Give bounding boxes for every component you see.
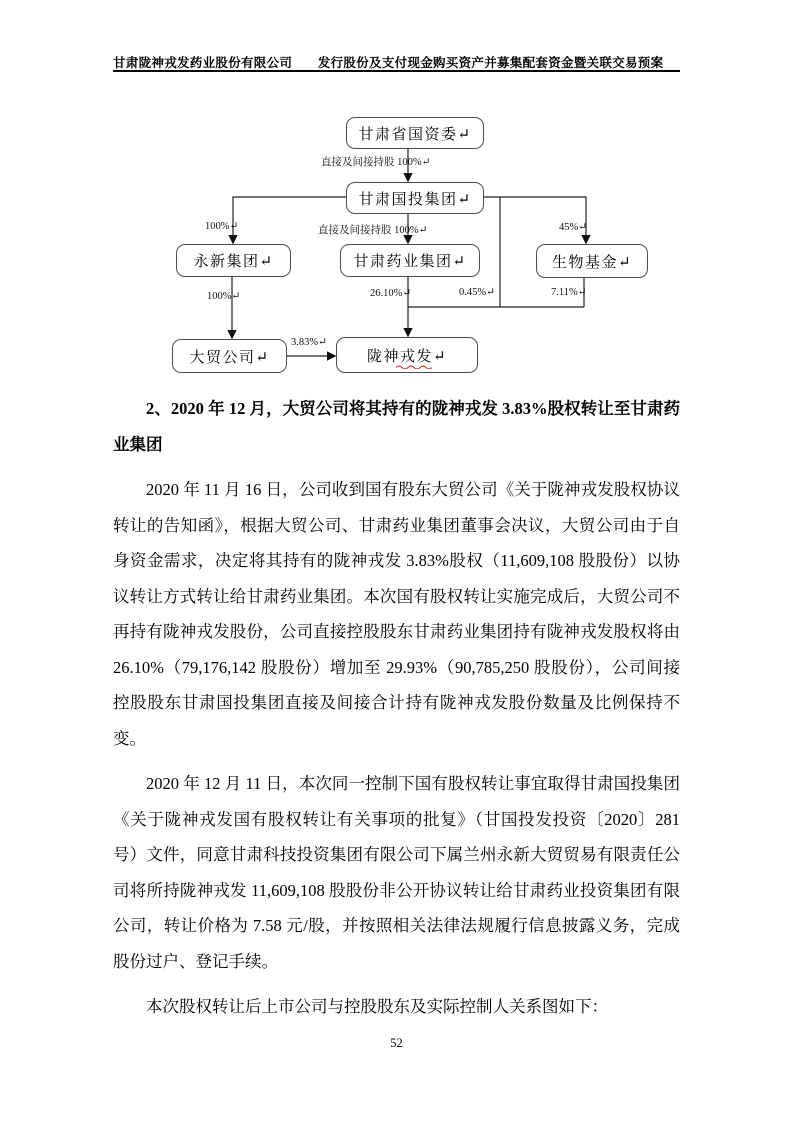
edge-label-damao-to-longshen: 3.83%↵ bbox=[291, 337, 327, 348]
node-yongxin-group: 永新集团↵ bbox=[176, 244, 291, 277]
edge-label-guotou-to-yongxin: 100%↵ bbox=[205, 221, 239, 232]
ownership-structure-diagram bbox=[0, 0, 793, 392]
node-gansu-pharma-group: 甘肃药业集团↵ bbox=[340, 244, 480, 277]
edge-label-sasac-to-guotou: 直接及间接持股 100%↵ bbox=[321, 157, 431, 168]
page-header-title: 甘肃陇神戎发药业股份有限公司 发行股份及支付现金购买资产并募集配套资金暨关联交易预案 bbox=[113, 56, 664, 70]
paragraph-share-transfer-notice: 2020 年 11 月 16 日，公司收到国有股东大贸公司《关于陇神戎发股权协议转让的告知函》，根据大贸公司、甘肃药业集团董事会决议，大贸公司由于自身资金需求，决定将其持有的陇神戎发 3.83%股权（11,609,108 股股份）以协议转让方式转让给甘肃药业集团。本次国有股权转让实施完成后，大贸公司不再持有陇神戎发股份，公司直接控股股东甘肃药业集团持有陇神戎发股权将由 26.10%（79,176,142 股股份）增加至 29.93%（90,785,250 股股份），公司间接控股股东甘肃国投集团直接及间接合计持有陇神戎发股份数量及比例保持不变。 bbox=[113, 480, 680, 748]
paragraph-approval-document: 2020 年 12 月 11 日，本次同一控制下国有股权转让事宜取得甘肃国投集团《关于陇神戎发国有股权转让有关事项的批复》（甘国投发投资〔2020〕281 号）文件，同意甘肃科技投资集团有限公司下属兰州永新大贸贸易有限责任公司将所持陇神戎发 11,609,108 股股份非公开协议转让给甘肃药业投资集团有限公司，转让价格为 7.58 元/股，并按照相关法律法规履行信息披露义务，完成股份过户、登记手续。 bbox=[113, 774, 680, 971]
page-number: 52 bbox=[390, 1036, 403, 1050]
spellcheck-squiggle bbox=[396, 364, 432, 369]
paragraph-relationship-chart-intro: 本次股权转让后上市公司与控股股东及实际控制人关系图如下： bbox=[146, 997, 608, 1016]
edge-label-biofund-to-longshen: 7.11%↵ bbox=[551, 287, 587, 298]
edge-label-yongxin-to-damao: 100%↵ bbox=[207, 291, 241, 302]
edge-label-guotou-to-longshen: 0.45%↵ bbox=[459, 287, 495, 298]
node-damao-company: 大贸公司↵ bbox=[172, 339, 287, 373]
node-longshen-rongfa-label: 陇神戎发↵ bbox=[366, 348, 448, 365]
node-gansu-sasac: 甘肃省国资委↵ bbox=[346, 117, 484, 149]
node-gansu-guotou-group: 甘肃国投集团↵ bbox=[346, 182, 484, 214]
node-longshen-rongfa bbox=[336, 337, 478, 373]
body-text bbox=[113, 391, 680, 1035]
section-heading: 2、2020 年 12 月，大贸公司将其持有的陇神戎发 3.83%股权转让至甘肃药业集团 bbox=[113, 399, 680, 454]
edge-label-pharma-to-longshen: 26.10%↵ bbox=[370, 288, 412, 299]
node-bio-fund: 生物基金↵ bbox=[536, 244, 648, 278]
edge-label-guotou-to-pharma: 直接及间接持股 100%↵ bbox=[318, 225, 428, 236]
edge-label-guotou-to-biofund: 45%↵ bbox=[559, 222, 588, 233]
